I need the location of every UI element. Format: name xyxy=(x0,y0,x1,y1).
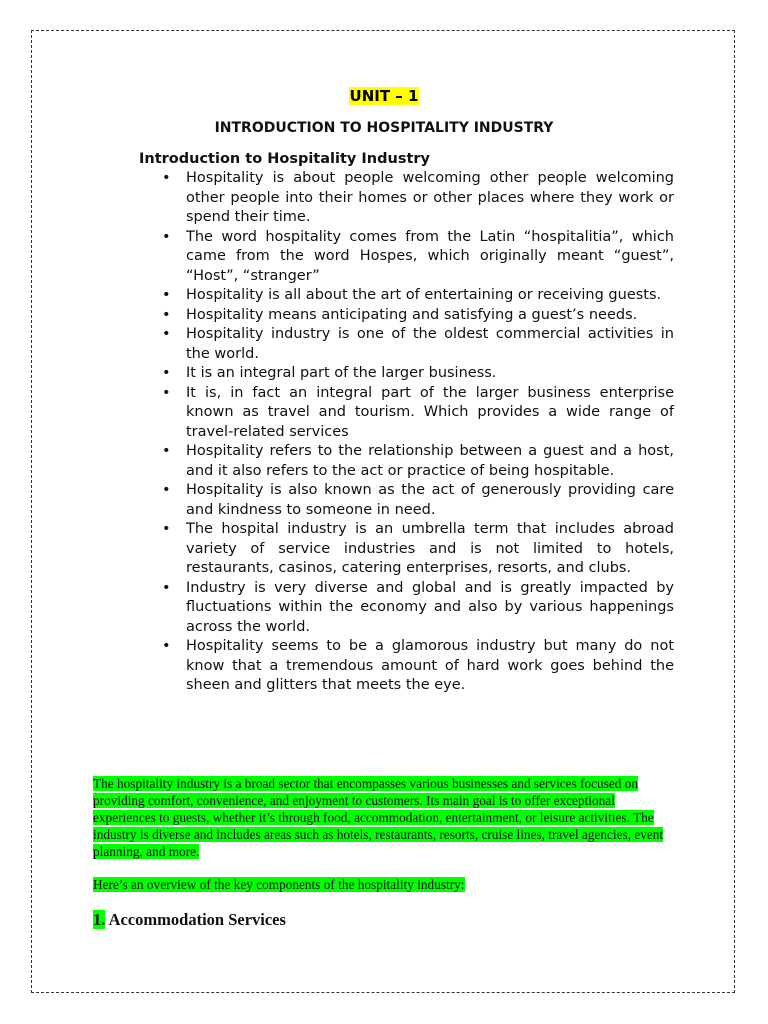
list-item-text: Hospitality is about people welcoming other people welcoming other people into their homes or other places where they work or spend their time. xyxy=(186,170,674,225)
list-item xyxy=(162,364,674,384)
bullet-icon: • xyxy=(162,306,171,323)
overview-paragraph xyxy=(93,876,675,893)
list-item-text: Industry is very diverse and global and is greatly impacted by fluctuations within the economy and also by various happenings across the world. xyxy=(186,579,674,635)
bullet-icon: • xyxy=(162,170,171,186)
page-title: INTRODUCTION TO HOSPITALITY INDUSTRY xyxy=(214,120,554,136)
list-item-text: Hospitality means anticipating and satisfying a guest’s needs. xyxy=(186,306,638,323)
intro-paragraph-text: The hospitality industry is a broad sector that encompasses various businesses and services focused on providing comfort, convenience, and enjoyment to customers. Its main goal is to offer exceptional experiences to guests, whether it’s through food, accommodation, entertainment, or leisure activities. The industry is diverse and includes areas such as hotels, restaurants, resorts, cruise lines, travel agencies, event planning, and more. xyxy=(93,776,664,859)
bullet-icon: • xyxy=(162,482,171,498)
bullet-icon: • xyxy=(162,384,171,401)
list-item xyxy=(162,325,674,364)
bullet-icon: • xyxy=(162,579,171,596)
bullet-icon: • xyxy=(162,443,171,459)
section-heading xyxy=(93,910,286,930)
list-item xyxy=(162,169,674,228)
overview-paragraph-text: Here’s an overview of the key components of the hospitality industry: xyxy=(93,877,465,892)
bullet-icon: • xyxy=(162,521,171,537)
bullet-icon: • xyxy=(162,326,171,342)
list-item-text: Hospitality seems to be a glamorous industry but many do not know that a tremendous amount of hard work goes behind the sheen and glitters that meets the eye. xyxy=(186,638,674,693)
unit-label xyxy=(0,86,768,106)
bullet-icon: • xyxy=(162,365,171,381)
list-item-text: Hospitality is also known as the act of generously providing care and kindness to someone in need. xyxy=(186,482,674,518)
section-number: 1. xyxy=(93,910,106,929)
list-item-text: Hospitality refers to the relationship between a guest and a host, and it also refers to the act or practice of being hospitable. xyxy=(186,443,674,479)
bullet-list xyxy=(162,169,674,696)
list-item-text: The hospital industry is an umbrella term that includes abroad variety of service industries and is not limited to hotels, restaurants, casinos, catering enterprises, resorts, and clubs. xyxy=(186,521,674,576)
list-item-text: Hospitality industry is one of the oldest commercial activities in the world. xyxy=(186,326,674,362)
list-item-text: It is, in fact an integral part of the larger business enterprise known as travel and tourism. Which provides a wide range of travel-related services xyxy=(186,384,674,440)
section-title: Accommodation Services xyxy=(108,910,286,929)
list-item xyxy=(162,442,674,481)
list-item-text: Hospitality is all about the art of entertaining or receiving guests. xyxy=(186,287,662,303)
bullet-icon: • xyxy=(162,638,171,654)
list-item xyxy=(162,520,674,579)
list-item-text: It is an integral part of the larger business. xyxy=(186,365,497,381)
intro-paragraph xyxy=(93,775,675,860)
unit-label-text: UNIT – 1 xyxy=(349,87,419,105)
list-item xyxy=(162,228,674,287)
section-subheading: Introduction to Hospitality Industry xyxy=(139,151,430,167)
list-item xyxy=(162,481,674,520)
list-item xyxy=(162,637,674,696)
list-item-text: The word hospitality comes from the Latin “hospitalitia”, which came from the word Hospes, which originally meant “guest”, “Host”, “stranger” xyxy=(186,228,674,284)
list-item xyxy=(162,286,674,306)
bullet-icon: • xyxy=(162,287,171,303)
list-item xyxy=(162,306,674,326)
list-item xyxy=(162,384,674,443)
list-item xyxy=(162,579,674,638)
bullet-icon: • xyxy=(162,228,171,245)
